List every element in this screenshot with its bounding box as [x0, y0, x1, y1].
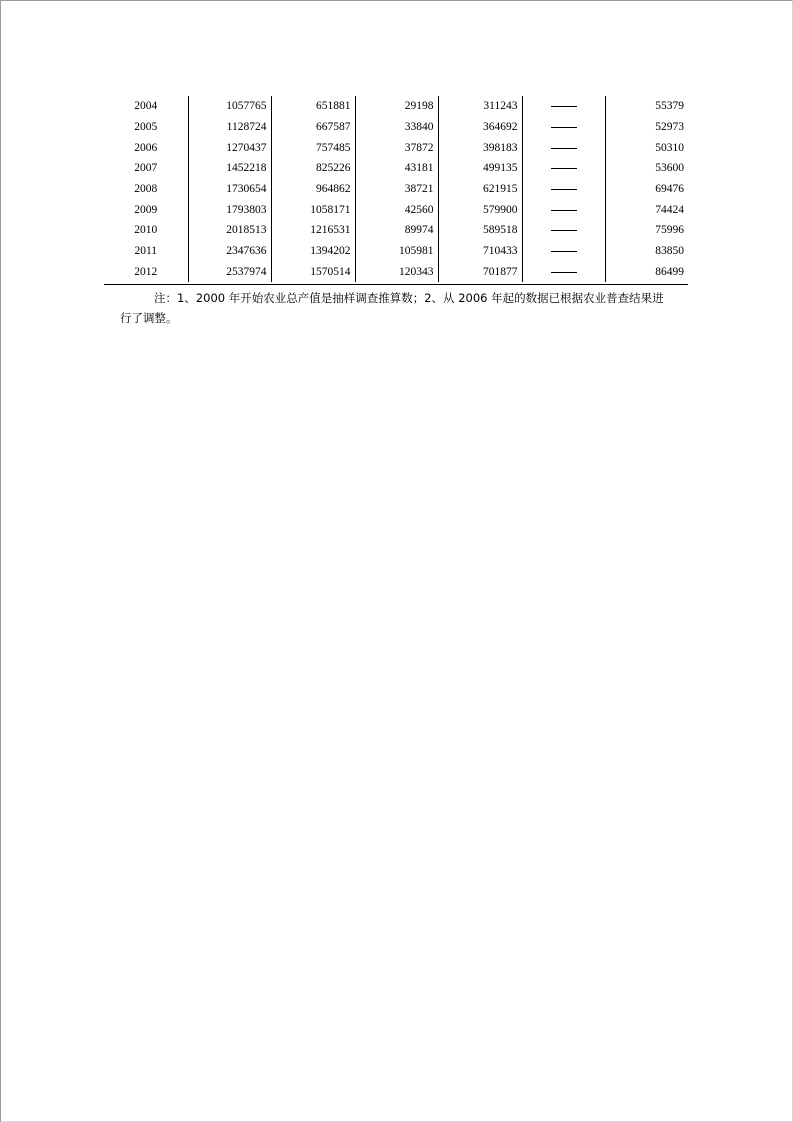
empty-value-cell	[522, 117, 605, 138]
value-cell: 29198	[355, 96, 438, 117]
table-row	[104, 241, 688, 262]
value-cell: 2347636	[188, 241, 271, 262]
empty-value-cell	[522, 241, 605, 262]
value-cell: 42560	[355, 199, 438, 220]
value-cell: 589518	[438, 220, 522, 241]
footnote-line-1: 注：1、2000 年开始农业总产值是抽样调查推算数；2、从 2006 年起的数据已根据农业普查结果进	[154, 291, 664, 305]
value-cell: 1730654	[188, 179, 271, 200]
no-data-dash	[551, 148, 577, 149]
value-cell: 1128724	[188, 117, 271, 138]
year-cell: 2005	[134, 121, 158, 134]
value-cell: 74424	[605, 199, 688, 220]
empty-value-cell	[522, 262, 605, 283]
value-cell: 701877	[438, 262, 522, 283]
value-cell: 33840	[355, 117, 438, 138]
value-cell: 43181	[355, 158, 438, 179]
empty-value-cell	[522, 158, 605, 179]
year-cell: 2009	[134, 203, 158, 216]
no-data-dash	[551, 210, 577, 211]
no-data-dash	[551, 189, 577, 190]
value-cell: 86499	[605, 262, 688, 283]
value-cell: 499135	[438, 158, 522, 179]
value-cell: 1270437	[188, 137, 271, 158]
value-cell: 38721	[355, 179, 438, 200]
value-cell: 651881	[271, 96, 355, 117]
year-cell: 2010	[134, 224, 158, 237]
table-footnote	[120, 288, 690, 328]
value-cell: 89974	[355, 220, 438, 241]
value-cell: 1216531	[271, 220, 355, 241]
value-cell: 52973	[605, 117, 688, 138]
value-cell: 55379	[605, 96, 688, 117]
value-cell: 964862	[271, 179, 355, 200]
value-cell: 757485	[271, 137, 355, 158]
value-cell: 75996	[605, 220, 688, 241]
footnote-line-2: 行了调整。	[120, 311, 178, 325]
table-row	[104, 220, 688, 241]
year-cell: 2004	[134, 100, 158, 113]
value-cell: 37872	[355, 137, 438, 158]
value-cell: 364692	[438, 117, 522, 138]
no-data-dash	[551, 230, 577, 231]
year-cell: 2012	[134, 265, 158, 278]
year-cell: 2006	[134, 141, 158, 154]
no-data-dash	[551, 106, 577, 107]
value-cell: 120343	[355, 262, 438, 283]
year-cell: 2008	[134, 183, 158, 196]
statistics-table	[104, 96, 688, 282]
year-cell: 2011	[134, 245, 158, 258]
value-cell: 1394202	[271, 241, 355, 262]
value-cell: 825226	[271, 158, 355, 179]
value-cell: 50310	[605, 137, 688, 158]
value-cell: 710433	[438, 241, 522, 262]
empty-value-cell	[522, 137, 605, 158]
empty-value-cell	[522, 220, 605, 241]
table-row	[104, 137, 688, 158]
no-data-dash	[551, 272, 577, 273]
year-cell: 2007	[134, 162, 158, 175]
value-cell: 105981	[355, 241, 438, 262]
table-row	[104, 179, 688, 200]
no-data-dash	[551, 127, 577, 128]
table-body	[104, 96, 688, 282]
table-row	[104, 158, 688, 179]
table-row	[104, 117, 688, 138]
table-bottom-rule	[104, 284, 688, 285]
value-cell: 69476	[605, 179, 688, 200]
empty-value-cell	[522, 96, 605, 117]
empty-value-cell	[522, 199, 605, 220]
value-cell: 83850	[605, 241, 688, 262]
value-cell: 667587	[271, 117, 355, 138]
value-cell: 2018513	[188, 220, 271, 241]
value-cell: 53600	[605, 158, 688, 179]
value-cell: 2537974	[188, 262, 271, 283]
no-data-dash	[551, 251, 577, 252]
no-data-dash	[551, 168, 577, 169]
value-cell: 398183	[438, 137, 522, 158]
table-row	[104, 262, 688, 283]
value-cell: 1452218	[188, 158, 271, 179]
value-cell: 1793803	[188, 199, 271, 220]
table-row	[104, 199, 688, 220]
value-cell: 1057765	[188, 96, 271, 117]
table-row	[104, 96, 688, 117]
value-cell: 1570514	[271, 262, 355, 283]
value-cell: 311243	[438, 96, 522, 117]
value-cell: 1058171	[271, 199, 355, 220]
value-cell: 621915	[438, 179, 522, 200]
empty-value-cell	[522, 179, 605, 200]
value-cell: 579900	[438, 199, 522, 220]
